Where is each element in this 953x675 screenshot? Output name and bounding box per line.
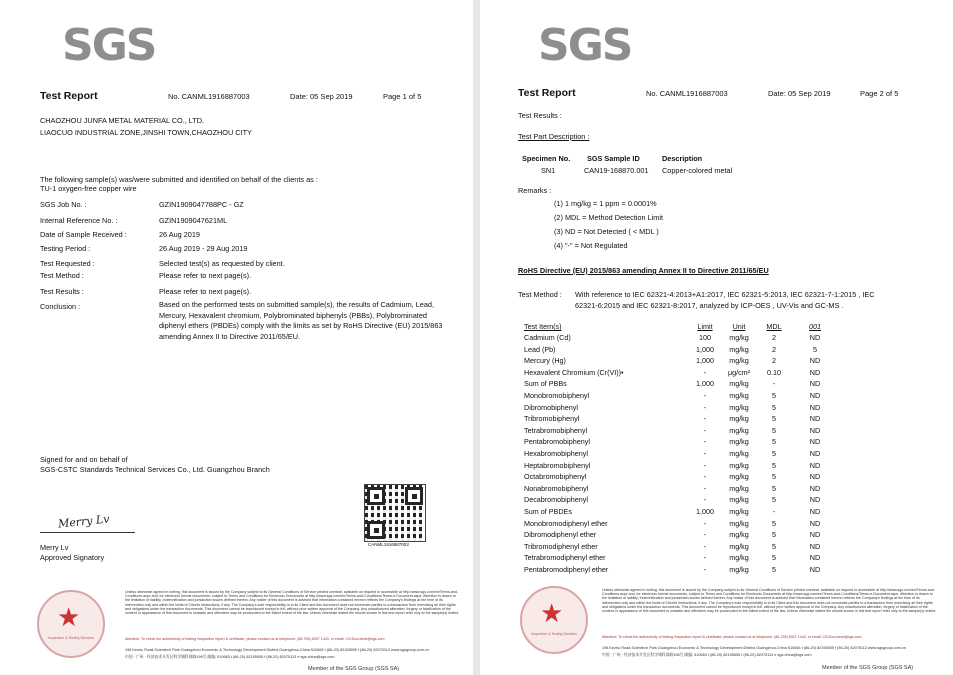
table-cell-unit: mg/kg: [729, 541, 749, 551]
table-cell-mdl: 5: [772, 530, 776, 540]
intro-text: The following sample(s) was/were submitted and identified on behalf of the clients as :: [40, 175, 318, 184]
spec-header: Specimen No.: [522, 154, 571, 163]
field-label: Test Method :: [40, 271, 84, 280]
qr-code: [364, 484, 426, 542]
table-cell-mdl: 5: [772, 518, 776, 528]
report-number: No. CANML1916887003: [168, 92, 250, 101]
remarks-label: Remarks :: [518, 186, 552, 195]
table-cell-unit: mg/kg: [729, 333, 749, 342]
table-cell-unit: mg/kg: [729, 518, 749, 528]
table-cell-item: Sum of PBBs: [524, 379, 567, 389]
signature-line: [40, 532, 135, 533]
field-value: Please refer to next page(s).: [159, 271, 252, 280]
table-cell-limit: -: [703, 483, 707, 493]
report-number: No. CANML1916887003: [646, 89, 728, 98]
table-cell-result: ND: [809, 495, 821, 505]
table-cell-result: ND: [809, 553, 821, 563]
table-header-item: Test Item(s): [524, 322, 562, 331]
table-cell-unit: mg/kg: [729, 483, 749, 493]
table-cell-unit: mg/kg: [729, 495, 749, 505]
table-cell-result: ND: [809, 367, 821, 377]
table-cell-mdl: 5: [772, 565, 776, 574]
star-icon: ★: [57, 602, 81, 632]
signatory-name: Merry Lv: [40, 543, 69, 552]
table-cell-unit: mg/kg: [729, 379, 749, 389]
table-cell-item: Tetrabromodiphenyl ether: [524, 553, 606, 563]
table-cell-mdl: 5: [772, 472, 776, 482]
sgs-logo: SGS: [538, 20, 632, 71]
spec-cell: CAN19-168870.001: [584, 166, 649, 175]
footer-attention: Attention: To check the authenticity of testing /inspection report & certificate, please contact us at telephone: (86-755) 8307 1443, or email: CN.Doccheck@sgs.com: [602, 635, 862, 639]
table-cell-item: Monobromodiphenyl ether: [524, 518, 608, 528]
table-cell-limit: -: [703, 472, 707, 482]
report-title: Test Report: [518, 87, 576, 99]
table-cell-item: Tribromobiphenyl: [524, 414, 580, 424]
field-value: Selected test(s) as requested by client.: [159, 259, 285, 268]
seal-text: Inspection & Testing Services: [531, 632, 577, 636]
table-cell-result: ND: [809, 437, 821, 447]
report-title: Test Report: [40, 90, 98, 102]
table-cell-unit: mg/kg: [729, 507, 749, 516]
table-cell-result: ND: [809, 356, 821, 366]
table-cell-result: ND: [809, 530, 821, 540]
table-cell-mdl: 5: [772, 553, 776, 563]
table-cell-item: Lead (Pb): [524, 344, 556, 354]
footer-terms: Unless otherwise agreed in writing, this document is issued by the Company subject to its General Conditions of Service printed overleaf, available on request or accessible at http://www.sgs.com/en/Terms-and-Conditions.aspx and, for electronic format documents, subject to Terms and Conditions for Electronic Documents at http://www.sgs.com/en/Terms-and-Conditions/Terms-e-Document.aspx. Attention is drawn to the limitation of liability, indemnification and jurisdiction issues defined therein. Any holder of this document is advised that information contained hereon reflects the Company's findings at the time of its intervention only and within the limits of Client's instructions, if any. The Company's sole responsibility is to its Client and this document does not exonerate parties to a transaction from exercising all their rights and obligations under the transaction documents. This document cannot be reproduced except in full, without prior written approval of the Company. Any unauthorized alteration, forgery or falsification of the content or appearance of this document is unlawful and offenders may be prosecuted to the fullest extent of the law. Unless otherwise stated the results shown in this test report refer only to the sample(s) tested.: [125, 590, 460, 616]
report-page-2: [480, 0, 953, 675]
field-value: GZIN1909047788PC - GZ: [159, 200, 244, 209]
remark-item: (1) 1 mg/kg = 1 ppm = 0.0001%: [554, 199, 657, 208]
table-cell-limit: -: [703, 518, 707, 528]
table-cell-unit: mg/kg: [729, 530, 749, 540]
table-cell-mdl: 5: [772, 437, 776, 447]
field-label: Test Results :: [40, 287, 84, 296]
table-cell-mdl: 5: [772, 402, 776, 412]
sgs-logo: SGS: [62, 20, 156, 71]
test-results-label: Test Results :: [518, 111, 562, 120]
table-cell-item: Mercury (Hg): [524, 356, 566, 366]
table-cell-item: Tetrabromobiphenyl: [524, 425, 588, 435]
report-date: Date: 05 Sep 2019: [768, 89, 831, 98]
table-cell-unit: μg/cm²: [727, 367, 751, 377]
table-cell-limit: -: [703, 541, 707, 551]
table-cell-result: ND: [809, 541, 821, 551]
table-cell-mdl: 5: [772, 483, 776, 493]
table-cell-mdl: 0.10: [767, 367, 781, 377]
table-cell-mdl: 5: [772, 460, 776, 470]
table-cell-limit: 100: [699, 333, 711, 342]
table-cell-unit: mg/kg: [729, 402, 749, 412]
test-method-line: With reference to IEC 62321-4:2013+A1:2017, IEC 62321-5:2013, IEC 62321-7-1:2015 , IEC: [575, 290, 875, 299]
footer-terms: Unless otherwise agreed in writing, this document is issued by the Company subject to its General Conditions of Service printed overleaf, available on request or accessible at http://www.sgs.com/en/Terms-and-Conditions.aspx and, for electronic format documents, subject to Terms and Conditions for Electronic Documents at http://www.sgs.com/en/Terms-and-Conditions/Terms-e-Document.aspx. Attention is drawn to the limitation of liability, indemnification and jurisdiction issues defined therein. Any holder of this document is advised that information contained hereon reflects the Company's findings at the time of its intervention only and within the limits of Client's instructions, if any. The Company's sole responsibility is to its Client and this document does not exonerate parties to a transaction from exercising all their rights and obligations under the transaction documents. This document cannot be reproduced except in full, without prior written approval of the Company. Any unauthorized alteration, forgery or falsification of the content or appearance of this document is unlawful and offenders may be prosecuted to the fullest extent of the law. Unless otherwise stated the results shown in this test report refer only to the sample(s) tested.: [602, 588, 937, 614]
footer-address-cn: 中国 · 广州 · 经济技术开发区科学城科珠路198号 邮编: 510663 t (86-20) 82155555 f (86-20) 82075113 e sgs.china@sgs.com: [602, 653, 812, 657]
table-cell-result: ND: [809, 414, 821, 424]
page-number: Page 1 of 5: [383, 92, 422, 101]
company-address: LIAOCUO INDUSTRIAL ZONE,JINSHI TOWN,CHAOZHOU CITY: [40, 128, 252, 137]
table-cell-result: ND: [809, 449, 821, 458]
table-cell-limit: -: [703, 402, 707, 412]
table-cell-item: Octabromobiphenyl: [524, 472, 587, 482]
field-label: Date of Sample Received :: [40, 230, 127, 239]
report-page-1: [0, 0, 473, 675]
table-cell-item: Cadmium (Cd): [524, 333, 571, 342]
remark-item: (2) MDL = Method Detection Limit: [554, 213, 664, 222]
table-cell-limit: -: [703, 367, 707, 377]
seal-text: Inspection & Testing Services: [48, 636, 94, 640]
table-cell-item: Pentabromobiphenyl: [524, 437, 590, 447]
footer-attention: Attention: To check the authenticity of testing /inspection report & certificate, please contact us at telephone: (86-755) 8307 1443, or email: CN.Doccheck@sgs.com: [125, 637, 385, 641]
table-cell-limit: -: [703, 437, 707, 447]
spec-cell: SN1: [541, 166, 556, 175]
table-cell-limit: -: [703, 414, 707, 424]
qr-caption: CANML1916887003: [368, 542, 409, 547]
part-description-label: Test Part Description :: [518, 132, 590, 141]
table-cell-unit: mg/kg: [729, 449, 749, 458]
table-cell-mdl: 2: [772, 356, 776, 366]
test-method-line: 62321-6:2015 and IEC 62321-8:2017, analyzed by ICP-OES , UV-Vis and GC-MS .: [575, 301, 844, 310]
table-cell-unit: mg/kg: [729, 565, 749, 574]
field-label: Test Requested :: [40, 259, 95, 268]
table-cell-item: Sum of PBDEs: [524, 507, 572, 516]
table-cell-item: Hexavalent Chromium (Cr(VI))•: [524, 367, 624, 377]
table-cell-unit: mg/kg: [729, 460, 749, 470]
table-cell-unit: mg/kg: [729, 472, 749, 482]
table-header-limit: Limit: [697, 322, 713, 331]
table-cell-item: Nonabromobiphenyl: [524, 483, 589, 493]
remark-item: (4) "-" = Not Regulated: [554, 241, 628, 250]
footer-address-cn: 中国 · 广州 · 经济技术开发区科学城科珠路198号 邮编: 510663 t (86-20) 82155555 f (86-20) 82075113 e sgs.china@sgs.com: [125, 655, 335, 659]
field-value: 26 Aug 2019 - 29 Aug 2019: [159, 244, 248, 253]
signature: Merry Lv: [57, 512, 111, 531]
table-cell-mdl: 5: [772, 449, 776, 458]
field-value: Please refer to next page(s).: [159, 287, 252, 296]
table-cell-result: 5: [813, 344, 817, 354]
remark-item: (3) ND = Not Detected ( < MDL ): [554, 227, 659, 236]
sgs-member-text: Member of the SGS Group (SGS SA): [822, 665, 914, 671]
table-cell-mdl: 5: [772, 425, 776, 435]
table-cell-result: ND: [809, 518, 821, 528]
field-value: 26 Aug 2019: [159, 230, 200, 239]
conclusion-text: Based on the performed tests on submitted sample(s), the results of Cadmium, Lead, Mercury, Hexavalent chromium, Polybrominated biphenyls (PBBs), Polybrominated diphenyl ethers (PBDEs) comply with the limits as set by RoHS Directive (EU) 2015/863 amending Annex II to Directive 2011/65/EU.: [159, 300, 443, 341]
table-cell-limit: -: [703, 449, 707, 458]
table-cell-unit: mg/kg: [729, 425, 749, 435]
table-cell-result: ND: [809, 565, 821, 574]
sgs-member-text: Member of the SGS Group (SGS SA): [308, 666, 400, 672]
table-cell-limit: -: [703, 495, 707, 505]
table-cell-item: Dibromobiphenyl: [524, 402, 578, 412]
signed-line-2: SGS-CSTC Standards Technical Services Co., Ltd. Guangzhou Branch: [40, 465, 270, 474]
table-cell-unit: mg/kg: [729, 356, 749, 366]
table-cell-limit: -: [703, 553, 707, 563]
star-icon: ★: [540, 598, 564, 628]
spec-header: SGS Sample ID: [587, 154, 640, 163]
footer-address-en: 198 Kezhu Road,Scientech Park Guangzhou Economic & Technology Development District,Guangzhou,China 510663 t (86-20) 82155555 f (86-20) 82075113 www.sgsgroup.com.cn: [125, 648, 430, 652]
table-cell-unit: mg/kg: [729, 437, 749, 447]
signed-line-1: Signed for and on behalf of: [40, 455, 128, 464]
table-cell-result: ND: [809, 333, 821, 342]
table-cell-limit: -: [703, 460, 707, 470]
test-method-label: Test Method :: [518, 290, 562, 299]
table-cell-item: Monobromobiphenyl: [524, 391, 590, 400]
table-cell-item: Pentabromodiphenyl ether: [524, 565, 609, 574]
table-cell-mdl: -: [772, 379, 776, 389]
company-name: CHAOZHOU JUNFA METAL MATERIAL CO., LTD.: [40, 116, 205, 125]
table-cell-mdl: 5: [772, 414, 776, 424]
field-label: Testing Period :: [40, 244, 91, 253]
table-header-unit: Unit: [732, 322, 746, 331]
table-cell-result: ND: [809, 379, 821, 389]
table-cell-item: Decabromobiphenyl: [524, 495, 588, 505]
table-cell-limit: -: [703, 565, 707, 574]
spec-header: Description: [662, 154, 703, 163]
table-cell-result: ND: [809, 507, 821, 516]
field-label: SGS Job No. :: [40, 200, 87, 209]
spec-cell: Copper-colored metal: [662, 166, 733, 175]
table-cell-item: Dibromodiphenyl ether: [524, 530, 597, 540]
table-cell-unit: mg/kg: [729, 391, 749, 400]
table-cell-item: Hexabromobiphenyl: [524, 449, 588, 458]
table-cell-mdl: 5: [772, 391, 776, 400]
table-cell-limit: 1,000: [696, 379, 714, 389]
table-cell-item: Heptabromobiphenyl: [524, 460, 591, 470]
inspection-seal: [520, 586, 588, 654]
table-cell-result: ND: [809, 425, 821, 435]
field-value: GZIN1909047621ML: [159, 216, 228, 225]
table-header-mdl: MDL: [766, 322, 782, 331]
table-cell-unit: mg/kg: [729, 414, 749, 424]
table-cell-limit: -: [703, 425, 707, 435]
table-cell-result: ND: [809, 402, 821, 412]
table-cell-mdl: 2: [772, 333, 776, 342]
report-date: Date: 05 Sep 2019: [290, 92, 353, 101]
sample-name: TU-1 oxygen-free copper wire: [40, 184, 137, 193]
table-cell-limit: -: [703, 530, 707, 540]
directive-title: RoHS Directive (EU) 2015/863 amending Annex II to Directive 2011/65/EU: [518, 266, 769, 275]
table-header-sample: 001: [809, 322, 821, 331]
table-cell-result: ND: [809, 460, 821, 470]
table-cell-mdl: 2: [772, 344, 776, 354]
page-number: Page 2 of 5: [860, 89, 899, 98]
table-cell-unit: mg/kg: [729, 553, 749, 563]
signatory-title: Approved Signatory: [40, 553, 105, 562]
table-cell-result: ND: [809, 391, 821, 400]
table-cell-limit: 1,000: [696, 344, 714, 354]
inspection-seal: [37, 590, 105, 658]
table-cell-result: ND: [809, 472, 821, 482]
table-cell-limit: -: [703, 391, 707, 400]
footer-address-en: 198 Kezhu Road,Scientech Park Guangzhou Economic & Technology Development District,Guangzhou,China 510663 t (86-20) 82155555 f (86-20) 82075113 www.sgsgroup.com.cn: [602, 646, 907, 650]
conclusion-label: Conclusion :: [40, 302, 81, 311]
table-cell-limit: 1,000: [696, 507, 714, 516]
table-cell-limit: 1,000: [696, 356, 714, 366]
field-label: Internal Reference No. :: [40, 216, 118, 225]
table-cell-result: ND: [809, 483, 821, 493]
table-cell-mdl: -: [772, 507, 776, 516]
table-cell-unit: mg/kg: [729, 344, 749, 354]
table-cell-mdl: 5: [772, 495, 776, 505]
table-cell-item: Tribromodiphenyl ether: [524, 541, 598, 551]
table-cell-mdl: 5: [772, 541, 776, 551]
